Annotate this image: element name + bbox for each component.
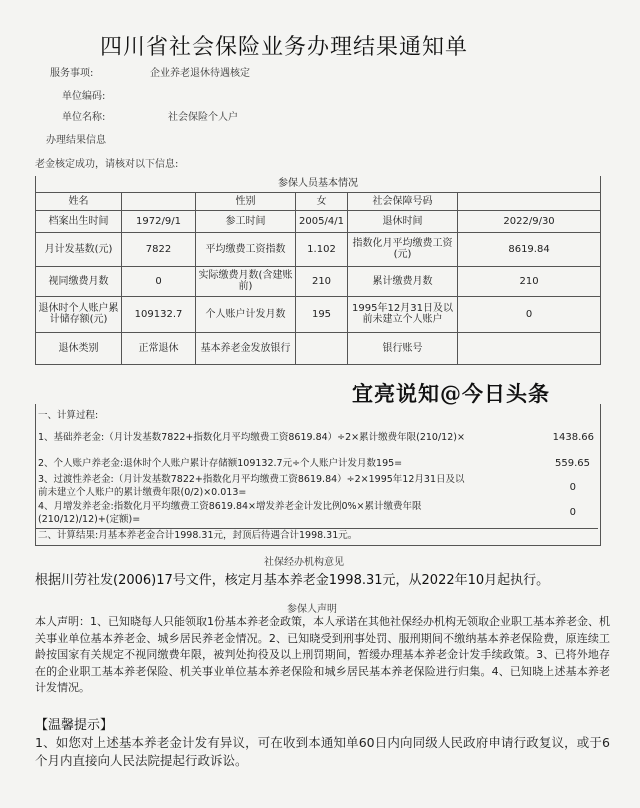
cum-months-label: 累计缴费月数 [348, 266, 458, 296]
calc-value-4: 0 [569, 507, 576, 518]
actual-months-value: 210 [296, 266, 348, 296]
calc-line-2: 2、个人账户养老金:退休时个人账户累计存储额109132.7元÷个人账户计发月数195= [38, 458, 403, 469]
calc-value-1: 1438.66 [552, 432, 594, 443]
bank-label: 基本养老金发放银行 [196, 332, 296, 364]
retire-type-value: 正常退休 [122, 332, 196, 364]
name-label: 姓名 [36, 192, 122, 210]
avg-index-value: 1.102 [296, 232, 348, 266]
calc-line-3b: 前未建立个人账户的累计缴费年限(0/2)×0.013= [38, 487, 247, 498]
cum-months-value: 210 [458, 266, 601, 296]
document-title: 四川省社会保险业务办理结果通知单 [100, 35, 469, 60]
account-balance-label: 退休时个人账户累计储存额(元) [36, 296, 122, 332]
indexed-wage-label: 指数化月平均缴费工资(元) [348, 232, 458, 266]
calc-line-3a: 3、过渡性养老金:（月计发基数7822+指数化月平均缴费工资8619.84）÷2×1995年12月31日及以 [38, 474, 465, 485]
ss-number-label: 社会保障号码 [348, 192, 458, 210]
bank-value [296, 332, 348, 364]
avg-index-label: 平均缴费工资指数 [196, 232, 296, 266]
birth-value: 1972/9/1 [122, 210, 196, 232]
result-info-label: 办理结果信息 [46, 135, 106, 146]
calculation-box [35, 404, 601, 546]
gender-value: 女 [296, 192, 348, 210]
pre95-value: 0 [458, 296, 601, 332]
unit-name-label: 单位名称: [62, 112, 106, 123]
calc-head: 一、计算过程: [38, 410, 99, 421]
insured-info-table [35, 176, 601, 365]
tips-text: 1、如您对上述基本养老金计发有异议，可在收到本通知单60日内向同级人民政府申请行政复议，或于6个月内直接向人民法院提起行政诉讼。 [35, 735, 610, 768]
declaration-text: 本人声明：1、已知晓每人只能领取1份基本养老金政策，本人承诺在其他社保经办机构无领取企业职工基本养老金、机关事业单位基本养老金、城乡居民养老金情况。2、已知晓受到刑事处罚、服刑期间不缴纳基本养老保险费，原连续工龄按国家有关规定不视同缴费年限，被判处拘役及以上刑罚期间，暂缓办理基本养老金计发手续政策。3、已将外地存在的企业职工基本养老保险、机关事业单位基本养老保险和城乡居民基本养老保险进行归集。4、已知晓上述基本养老计发情况。 [35, 615, 610, 694]
opinion-text: 根据川劳社发(2006)17号文件，核定月基本养老金1998.31元，从2022年10月起执行。 [35, 573, 550, 588]
calc-value-2: 559.65 [555, 458, 590, 469]
retire-type-label: 退休类别 [36, 332, 122, 364]
unit-name-value: 社会保险个人户 [168, 112, 238, 123]
indexed-wage-value: 8619.84 [458, 232, 601, 266]
deemed-months-value: 0 [122, 266, 196, 296]
payout-months-label: 个人账户计发月数 [196, 296, 296, 332]
calc-value-3: 0 [569, 482, 576, 493]
declaration-head: 参保人声明 [287, 604, 337, 615]
account-no-value [458, 332, 601, 364]
account-balance-value: 109132.7 [122, 296, 196, 332]
base-value: 7822 [122, 232, 196, 266]
birth-label: 档案出生时间 [36, 210, 122, 232]
tips-head: 【温馨提示】 [35, 718, 114, 733]
service-value: 企业养老退休待遇核定 [150, 68, 250, 79]
calc-line-4b: (210/12)/12)+(定额)= [38, 514, 141, 525]
result-message: 老金核定成功，请核对以下信息: [35, 159, 179, 170]
base-label: 月计发基数(元) [36, 232, 122, 266]
watermark: 宜亮说知@今日头条 [352, 381, 550, 406]
ss-number-value [458, 192, 601, 210]
gender-label: 性别 [196, 192, 296, 210]
unit-code-label: 单位编码: [62, 91, 106, 102]
calc-line-4a: 4、月增发养老金:指数化月平均缴费工资8619.84×增发养老金计发比例0%×累计缴费年限 [38, 501, 422, 512]
service-label: 服务事项: [50, 68, 94, 79]
retire-label: 退休时间 [348, 210, 458, 232]
deemed-months-label: 视同缴费月数 [36, 266, 122, 296]
payout-months-value: 195 [296, 296, 348, 332]
opinion-head: 社保经办机构意见 [264, 557, 344, 568]
work-start-value: 2005/4/1 [296, 210, 348, 232]
actual-months-label: 实际缴费月数(含建账前) [196, 266, 296, 296]
work-start-label: 参工时间 [196, 210, 296, 232]
pre95-label: 1995年12月31日及以前未建立个人账户 [348, 296, 458, 332]
section-title: 参保人员基本情况 [36, 176, 601, 192]
name-value [122, 192, 196, 210]
account-no-label: 银行账号 [348, 332, 458, 364]
retire-value: 2022/9/30 [458, 210, 601, 232]
calc-line-1: 1、基础养老金:（月计发基数7822+指数化月平均缴费工资8619.84）÷2×累计缴费年限(210/12)× [38, 432, 465, 443]
calc-result: 二、计算结果:月基本养老金合计1998.31元，封顶后待遇合计1998.31元。 [36, 528, 598, 542]
